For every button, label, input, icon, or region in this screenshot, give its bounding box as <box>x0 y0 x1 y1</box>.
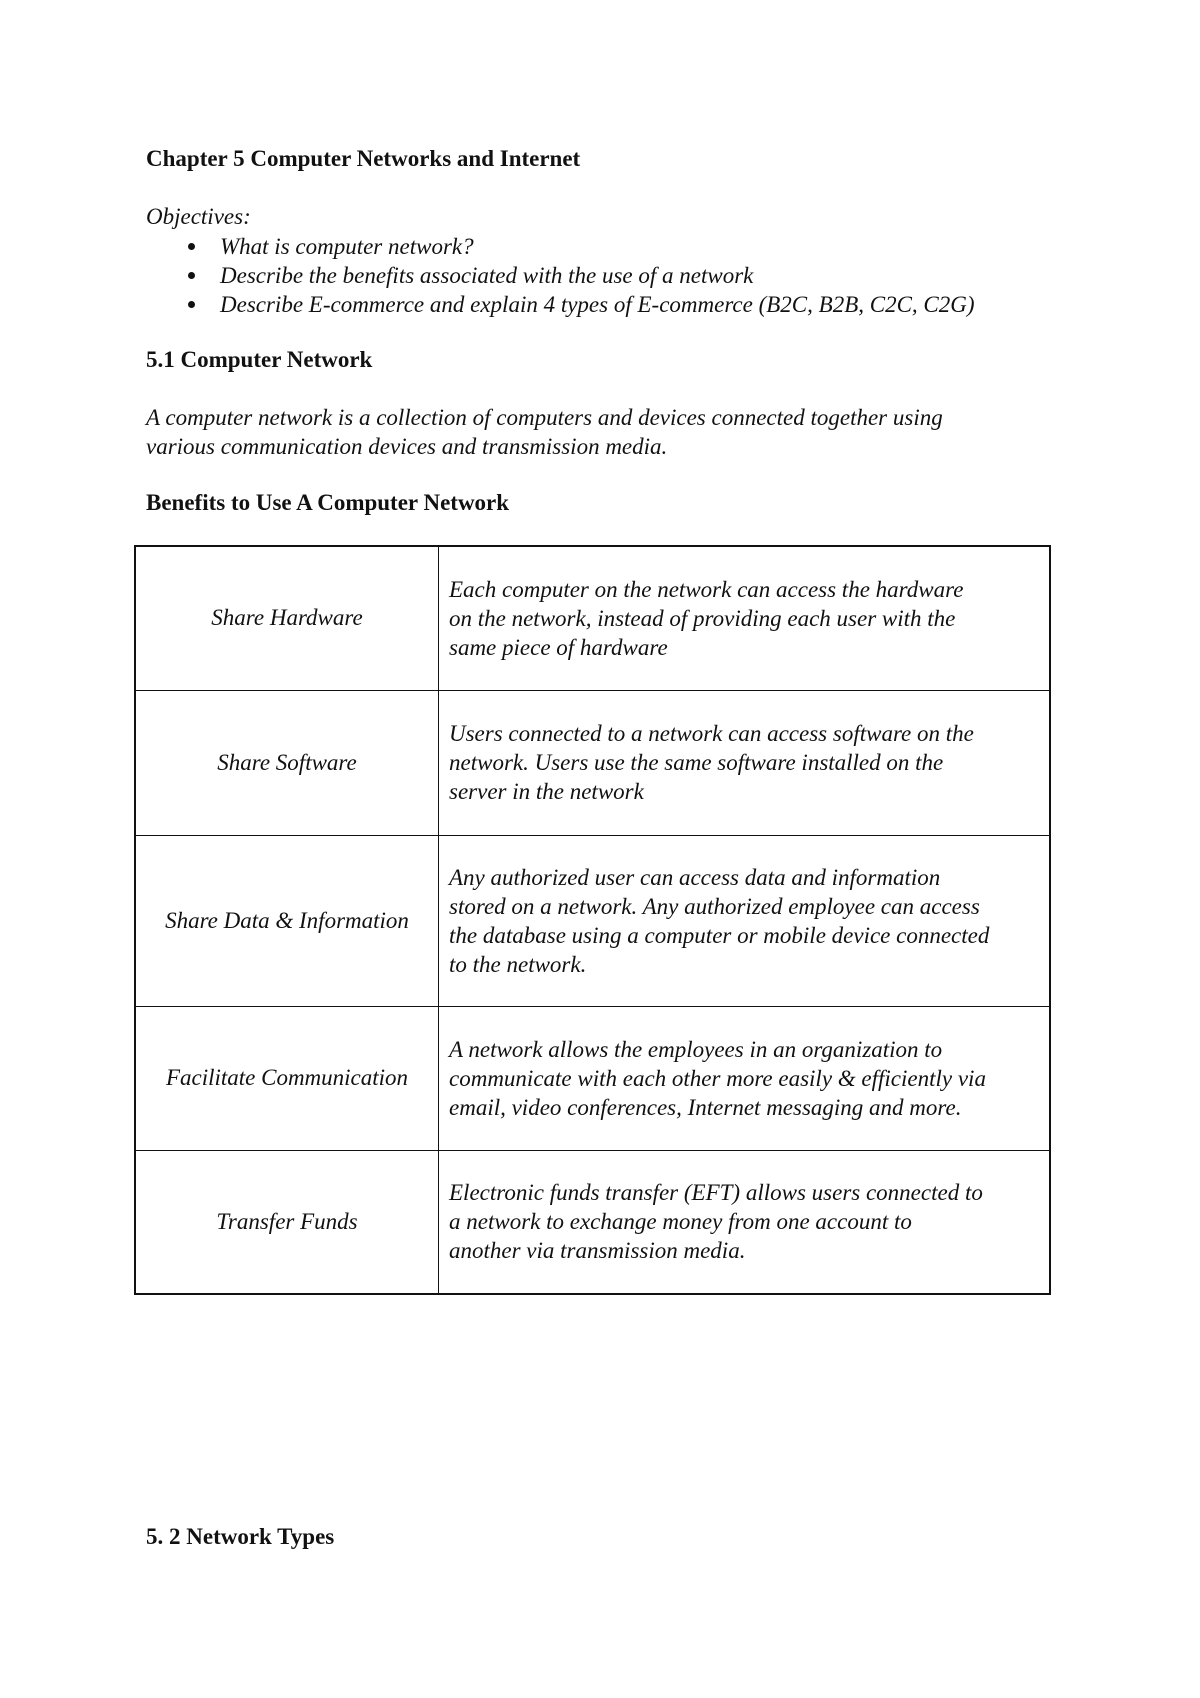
description-line: stored on a network. Any authorized employee can access <box>449 893 980 919</box>
network-definition <box>146 403 1096 461</box>
benefits-heading: Benefits to Use A Computer Network <box>146 490 510 515</box>
table-row <box>135 1150 1050 1294</box>
benefit-name: Share Hardware <box>135 546 439 690</box>
table-row <box>135 690 1050 835</box>
description-line: same piece of hardware <box>449 634 668 660</box>
description-line: network. Users use the same software installed on the <box>449 750 944 775</box>
description-line: A network allows the employees in an organization to <box>449 1036 943 1062</box>
objectives-list <box>146 232 1096 319</box>
description-line: the database using a computer or mobile device connected <box>449 922 990 948</box>
benefit-description <box>439 690 1051 835</box>
definition-line: A computer network is a collection of computers and devices connected together using <box>146 405 943 430</box>
description-line: Users connected to a network can access software on the <box>449 721 974 746</box>
benefit-name: Facilitate Communication <box>135 1006 439 1150</box>
description-line: email, video conferences, Internet messaging and more. <box>449 1094 962 1120</box>
benefit-description <box>439 835 1051 1006</box>
description-line: server in the network <box>449 779 644 804</box>
description-line: to the network. <box>449 951 587 977</box>
benefit-name: Share Data & Information <box>135 835 439 1006</box>
description-line: on the network, instead of providing each user with the <box>449 605 956 631</box>
benefit-name: Transfer Funds <box>135 1150 439 1294</box>
table-row <box>135 835 1050 1006</box>
chapter-title: Chapter 5 Computer Networks and Internet <box>146 146 581 171</box>
definition-line: various communication devices and transmission media. <box>146 434 668 459</box>
table-row <box>135 546 1050 690</box>
description-line: Any authorized user can access data and information <box>449 864 941 890</box>
description-line: another via transmission media. <box>449 1238 746 1264</box>
benefit-description <box>439 1150 1051 1294</box>
table-row <box>135 1006 1050 1150</box>
objectives-label: Objectives: <box>146 204 251 229</box>
section-heading-5-1: 5.1 Computer Network <box>146 347 373 372</box>
description-line: Electronic funds transfer (EFT) allows users connected to <box>449 1180 983 1206</box>
objective-item: Describe E-commerce and explain 4 types of E-commerce (B2C, B2B, C2C, C2G) <box>146 290 1096 319</box>
description-line: a network to exchange money from one account to <box>449 1209 912 1235</box>
section-heading-5-2: 5. 2 Network Types <box>146 1524 335 1549</box>
objective-item: What is computer network? <box>146 232 1096 261</box>
description-line: Each computer on the network can access the hardware <box>449 576 964 602</box>
description-line: communicate with each other more easily & efficiently via <box>449 1065 986 1091</box>
benefits-table <box>134 545 1051 1295</box>
benefit-name: Share Software <box>135 690 439 835</box>
benefit-description <box>439 1006 1051 1150</box>
benefit-description <box>439 546 1051 690</box>
objective-item: Describe the benefits associated with the use of a network <box>146 261 1096 290</box>
